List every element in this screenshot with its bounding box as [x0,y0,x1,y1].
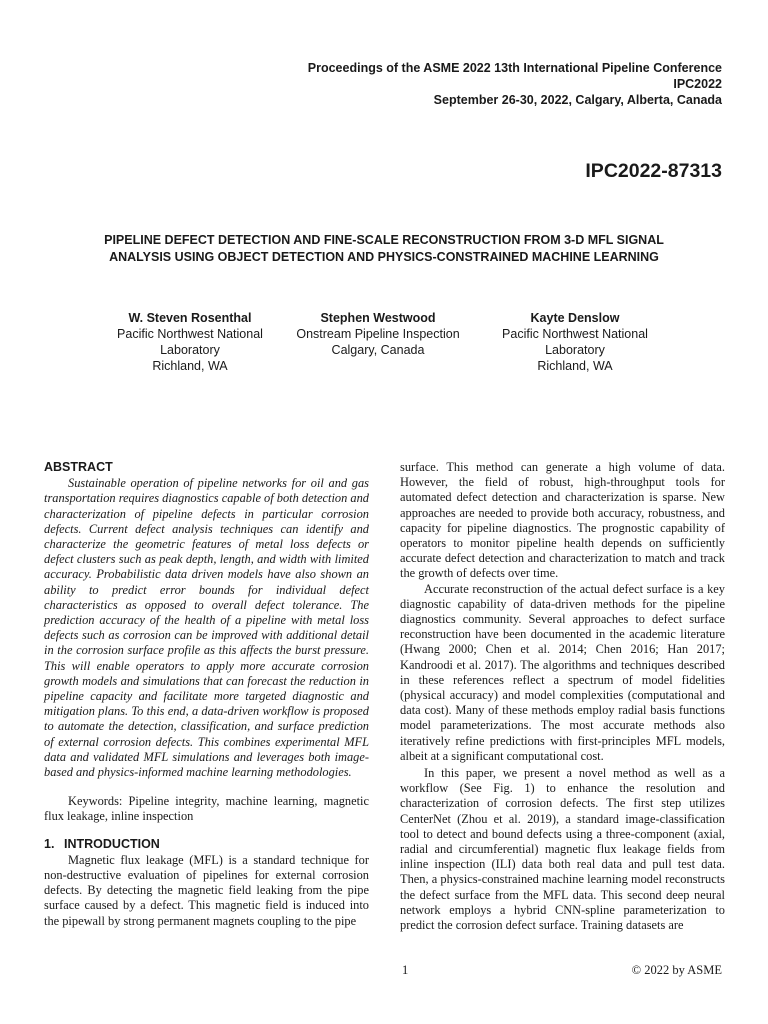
author-name: W. Steven Rosenthal [128,311,252,325]
author-affiliation: Onstream Pipeline Inspection [296,327,460,341]
paper-title: PIPELINE DEFECT DETECTION AND FINE-SCALE RECONSTRUCTION FROM 3-D MFL SIGNAL ANALYSIS USING OBJECT DETECTION AND PHYSICS-CONSTRAINED MACHINE LEARNING [104,233,664,264]
conference-name: Proceedings of the ASME 2022 13th International Pipeline Conference [307,61,722,75]
author-affiliation: Pacific Northwest National [117,327,263,341]
section-number: 1. [44,836,55,851]
body-paragraph: Accurate reconstruction of the actual defect surface is a key diagnostic capability of data-driven methods for the pipeline diagnostics community. Several approaches to defect surface reconstruction have been documented in the academic literature (Hwang 2000; Chen et al. 2014; Chen 2016; Han 2017; Kandroodi et al. 2017). The algorithms and techniques described in these references reflect a spectrum of model fidelities (physical accuracy) and model complexities (computational and data cost). Many of these methods employ radial basis functions model parameterizations. The most accurate methods also iteratively refine predictions with first-principles MFL models, albeit at a significant computational cost. [400,581,725,763]
author-location: Richland, WA [537,359,613,373]
right-column [400,460,725,933]
author-name: Stephen Westwood [320,311,436,325]
author-affiliation: Laboratory [160,343,220,357]
abstract-heading: ABSTRACT [44,460,113,474]
conference-dates-location: September 26-30, 2022, Calgary, Alberta, Canada [433,93,722,107]
author-block [90,310,290,374]
section-heading-introduction [44,837,369,852]
introduction-paragraph: Magnetic flux leakage (MFL) is a standard technique for non-destructive evaluation of pipelines for external corrosion defects. By detecting the magnetic field leaking from the pipe surface caused by a defect. This magnetic field is induced into the pipewall by strong permanent magnets coupling to the pipe [44,852,369,928]
body-paragraph: In this paper, we present a novel method as well as a workflow (See Fig. 1) to enhance the resolution and characterization of corrosion defects. The first step utilizes CenterNet (Zhou et al. 2019), a standard image-classification tool to detect and bound defects using a three-component (axial, radial and circumferential) magnetic flux leakage fields from inline inspection (ILI) data both real data and pull test data. Then, a physics-constrained machine learning model reconstructs the defect surface from the MFL data. This second deep neural network employs a hybrid CNN-spline parameterization to predict the corrosion defect surface. Training datasets are [400,766,725,933]
keywords: Keywords: Pipeline integrity, machine learning, magnetic flux leakage, inline inspection [44,794,369,824]
page-number: 1 [402,963,409,977]
body-paragraph: surface. This method can generate a high volume of data. However, the field of robust, high-throughput tools for automated defect detection and characterization is sparse. New approaches are needed to provide both accuracy, robustness, and capacity for pipeline diagnostics. The prognostic capability of operators to monitor pipeline health depends on sufficiently accurate defect detection and characterization to match and track the growth of defects over time. [400,460,725,581]
proceedings-header [308,60,722,108]
left-column [44,460,369,929]
author-block [475,310,675,374]
paper-id: IPC2022-87313 [585,160,722,182]
author-affiliation: Pacific Northwest National [502,327,648,341]
copyright-notice: © 2022 by ASME [631,963,722,977]
author-location: Richland, WA [152,359,228,373]
author-block [278,310,478,358]
conference-code: IPC2022 [673,77,722,91]
author-name: Kayte Denslow [530,311,620,325]
section-title: INTRODUCTION [64,836,160,851]
author-affiliation: Laboratory [545,343,605,357]
abstract-text: Sustainable operation of pipeline networks for oil and gas transportation requires diagnostics capable of both detection and characterization of pipeline defects in particular corrosion defects. Current defect analysis techniques can identify and characterize the geometric features of metal loss defects or defect clusters such as peak depth, length, and width with limited accuracy. Probabilistic data driven models have also shown an ability to predict error bounds for individual defect characteristics as opposed to overall defect tolerance. The prediction accuracy of the health of a pipeline with metal loss defects such as corrosion can be improved with additional detail in the corrosion surface profile as this affects the burst pressure. This will enable operators to apply more accurate corrosion growth models and simulations that can forecast the reduction in pipeline capacity and facilitate more targeted diagnostic and mitigation plans. To this end, a data-driven workflow is proposed to automate the detection, classification, and surface prediction of external corrosion defects. This combines experimental MFL data and validated MFL simulations and leverages both image-based and physics-informed machine learning methodologies. [44,476,369,780]
author-location: Calgary, Canada [331,343,425,357]
